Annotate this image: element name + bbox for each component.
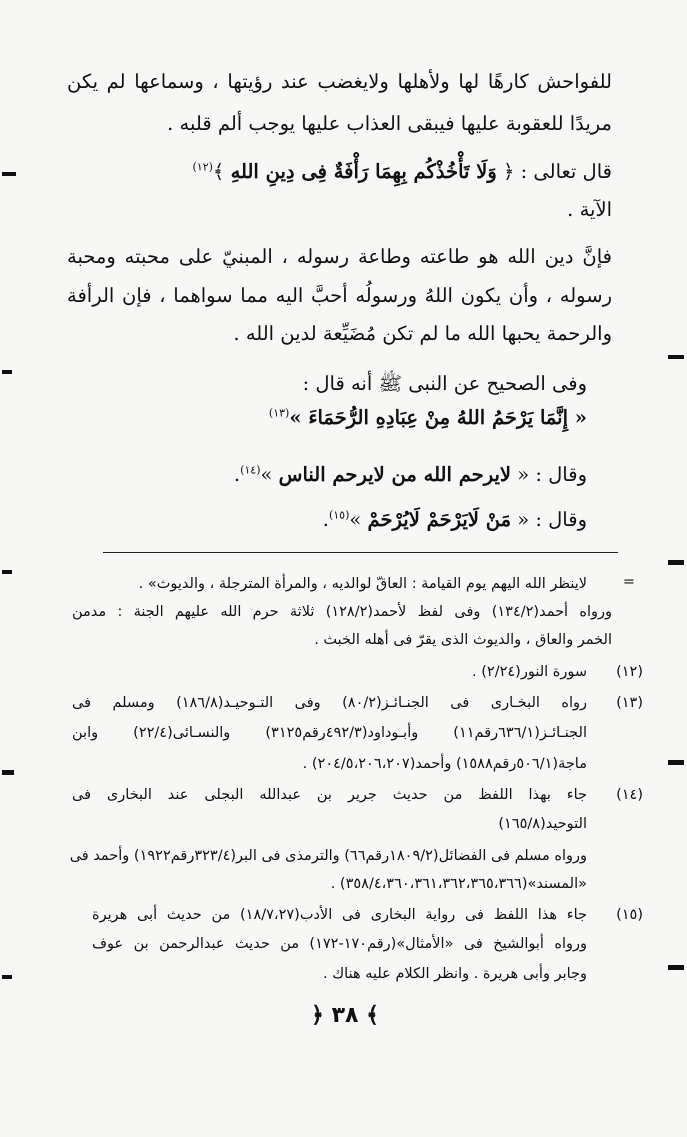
footnote-number-13: (١٣) bbox=[616, 695, 643, 711]
margin-mark bbox=[2, 770, 14, 775]
body-line: الآية . bbox=[567, 198, 612, 221]
quran-verse-line bbox=[193, 160, 613, 183]
verse-text: وَلَا تَأْخُذْكُم بِهِمَا رَأْفَةٌ فِى دِينِ اللهِ bbox=[230, 160, 497, 183]
margin-mark bbox=[668, 965, 684, 970]
footnote-ref-14: (١٤) bbox=[240, 463, 261, 477]
footnote-number-14: (١٤) bbox=[616, 787, 643, 803]
hadith-intro: وقال : « bbox=[511, 463, 587, 486]
hadith-text: « إِنَّمَا يَرْحَمُ اللهُ مِنْ عِبَادِهِ الرُّحَمَاءَ » bbox=[289, 406, 587, 429]
body-line: مريدًا للعقوبة عليها فيبقى العذاب عليها يوجب ألم قلبه . bbox=[167, 112, 612, 135]
margin-mark bbox=[2, 370, 12, 374]
body-line: والرحمة يحبها الله ما لم تكن مُضَيِّعة لدين الله . bbox=[233, 322, 612, 345]
verse-intro: قال تعالى : ﴿ bbox=[503, 160, 612, 183]
footnote-ref-13: (١٣) bbox=[268, 406, 290, 420]
footnote-line: التوحيد(١٦٥/٨) bbox=[498, 816, 587, 832]
footnote-line: الخمر والعاق ، والديوث الذى يقرّ فى أهله الخبث . bbox=[314, 632, 612, 648]
footnote-line: ماجة(٥٠٦/١رقم١٥٨٨) وأحمد(٢٠٤/٥،٢٠٦،٢٠٧) . bbox=[302, 756, 587, 772]
hadith-close: » bbox=[349, 508, 368, 531]
footnote-line: رواه البخـارى فى الجنـائـز(٨٠/٢) وفى التـوحيـد(١٨٦/٨) ومسلم فى bbox=[72, 695, 588, 711]
hadith-end: . bbox=[233, 463, 241, 486]
hadith-line bbox=[323, 508, 587, 531]
margin-mark bbox=[668, 560, 684, 565]
footnote-line: الجنـائـز(٦٣٦/١رقم١١) وأبـوداود(٤٩٢/٣رقم٣١٢٥) والنسـائى(٢٢/٤) وابن bbox=[72, 725, 587, 741]
footnote-line: جاء بهذا اللفظ من حديث جرير بن عبدالله البجلى عند البخارى فى bbox=[72, 787, 587, 803]
body-line: فإنَّ دين الله هو طاعته وطاعة رسوله ، المبنيّ على محبته ومحبة bbox=[67, 245, 612, 268]
page-number: ﴿ ٣٨ ﴾ bbox=[311, 1003, 379, 1028]
footnote-line: ورواه أحمد(١٣٤/٢) وفى لفظ لأحمد(١٢٨/٢) ثلاثة حرم الله عليهم الجنة : مدمن bbox=[72, 604, 612, 620]
margin-mark bbox=[2, 975, 12, 979]
footnote-number-15: (١٥) bbox=[616, 907, 643, 923]
margin-mark bbox=[668, 760, 684, 765]
margin-mark bbox=[2, 570, 12, 574]
body-line: رسوله ، وأن يكون اللهُ ورسولُه أحبَّ اليه مما سواهما ، فإن الرأفة bbox=[67, 284, 612, 307]
footnote-ref-12: (١٢) bbox=[192, 160, 213, 174]
hadith-text: لايرحم الله من لايرحم الناس bbox=[278, 463, 512, 486]
body-line: وفى الصحيح عن النبى ﷺ أنه قال : bbox=[302, 372, 587, 395]
hadith-line bbox=[269, 406, 587, 429]
hadith-intro: وقال : « bbox=[511, 508, 587, 531]
verse-close: ﴾ bbox=[212, 160, 225, 183]
hadith-close: » bbox=[260, 463, 279, 486]
footnote-line: ورواه أبوالشيخ فى «الأمثال»(رقم١٧٠-١٧٢) من حديث عبدالرحمن بن عوف bbox=[92, 936, 587, 952]
footnote-line: لاينظر الله اليهم يوم القيامة : العاقّ لوالديه ، والمرأة المترجلة ، والديوث» . bbox=[138, 576, 587, 592]
hadith-end: . bbox=[322, 508, 329, 531]
hadith-line bbox=[234, 463, 587, 486]
footnote-line: جاء هذا اللفظ فى رواية البخارى فى الأدب(١٨/٧،٢٧) من حديث أبى هريرة bbox=[92, 907, 587, 923]
body-line: للفواحش كارهًا لها ولأهلها ولايغضب عند رؤيتها ، وسماعها لم يكن bbox=[67, 70, 612, 93]
footnote-line: وجابر وأبى هريرة . وانظر الكلام عليه هناك . bbox=[323, 966, 587, 982]
footnote-line: ورواه مسلم فى الفضائل(١٨٠٩/٢رقم٦٦) والترمذى فى البر(٣٢٣/٤رقم١٩٢٢) وأحمد فى bbox=[69, 848, 587, 864]
footnote-divider bbox=[103, 552, 618, 553]
hadith-text: مَنْ لَايَرْحَمْ لَايُرْحَمْ bbox=[367, 508, 512, 531]
footnote-continuation-marker: = bbox=[622, 574, 635, 590]
footnote-ref-15: (١٥) bbox=[328, 508, 350, 522]
margin-mark bbox=[668, 355, 684, 359]
footnote-line: سورة النور(٢/٢٤) . bbox=[472, 664, 587, 680]
footnote-number-12: (١٢) bbox=[616, 664, 643, 680]
margin-mark bbox=[2, 172, 16, 176]
footnote-line: «المسند»(٣٥٨/٤،٣٦٠،٣٦١،٣٦٢،٣٦٥،٣٦٦) . bbox=[330, 876, 587, 892]
